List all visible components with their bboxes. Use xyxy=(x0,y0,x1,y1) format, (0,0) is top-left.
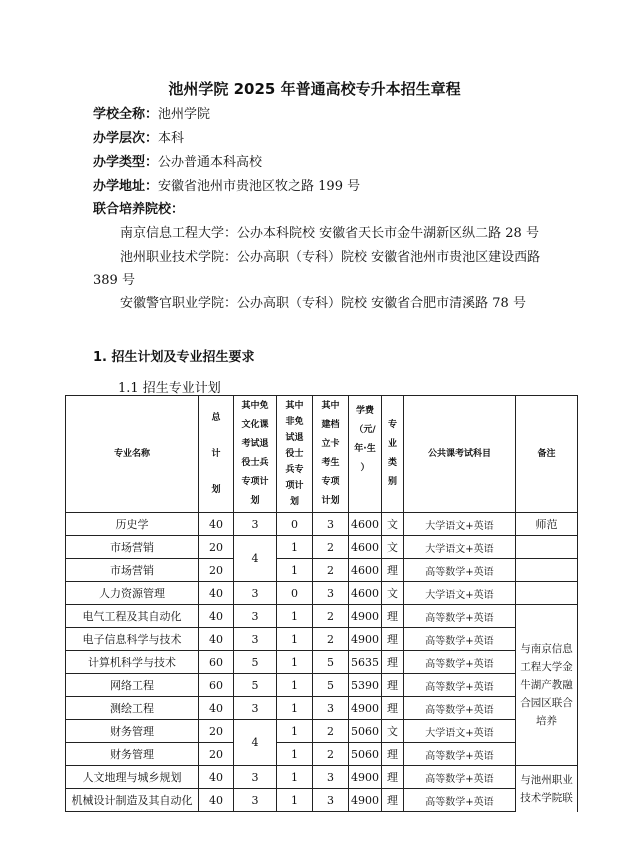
cell-fee: 5060 xyxy=(349,743,382,766)
header-total xyxy=(199,396,234,513)
cell-total: 60 xyxy=(199,674,234,697)
table-row xyxy=(66,605,578,628)
cell-major: 市场营销 xyxy=(66,536,199,559)
table-row xyxy=(66,743,578,766)
header-text: 立卡 xyxy=(321,439,340,449)
header-text: 役士兵 xyxy=(241,458,269,468)
cell-exempt: 3 xyxy=(234,513,277,536)
header-text: 类 xyxy=(387,458,397,468)
header-text: 非免 xyxy=(285,417,304,427)
cell-fee: 4600 xyxy=(349,513,382,536)
cell-category: 理 xyxy=(382,697,404,720)
cell-nonexempt: 0 xyxy=(277,513,313,536)
cell-total: 20 xyxy=(199,743,234,766)
cell-poverty: 3 xyxy=(313,582,349,605)
cell-exempt: 5 xyxy=(234,674,277,697)
info-address xyxy=(93,175,360,194)
header-subjects: 公共课考试科目 xyxy=(404,396,516,513)
page-title: 池州学院 2025 年普通高校专升本招生章程 xyxy=(168,80,461,98)
header-text: 其中 xyxy=(321,401,340,411)
header-text: 别 xyxy=(387,477,397,487)
header-text: 计划 xyxy=(321,496,340,506)
cell-total: 20 xyxy=(199,536,234,559)
partner-chizhou-cont: 389 号 xyxy=(93,273,135,288)
partner-police: 安徽警官职业学院：公办高职（专科）院校 安徽省合肥市清溪路 78 号 xyxy=(120,296,526,311)
header-category xyxy=(382,396,404,513)
header-text: 专项计 xyxy=(241,477,269,487)
info-value: 本科 xyxy=(158,131,185,146)
cell-poverty: 2 xyxy=(313,559,349,582)
cell-subjects: 大学语文+英语 xyxy=(404,720,516,743)
table-row xyxy=(66,766,578,789)
header-exempt xyxy=(234,396,277,513)
header-text: 考生 xyxy=(321,458,340,468)
cell-major: 历史学 xyxy=(66,513,199,536)
cell-category: 文 xyxy=(382,582,404,605)
cell-fee: 4900 xyxy=(349,697,382,720)
info-value: 公办普通本科高校 xyxy=(158,155,263,170)
cell-total: 40 xyxy=(199,789,234,812)
cell-major: 电子信息科学与技术 xyxy=(66,628,199,651)
cell-major: 人力资源管理 xyxy=(66,582,199,605)
cell-total: 40 xyxy=(199,628,234,651)
cell-category: 理 xyxy=(382,743,404,766)
cell-fee: 4900 xyxy=(349,605,382,628)
cell-nonexempt: 1 xyxy=(277,697,313,720)
cell-nonexempt: 1 xyxy=(277,743,313,766)
cell-poverty: 2 xyxy=(313,743,349,766)
cell-remarks xyxy=(516,559,578,582)
cell-total: 40 xyxy=(199,582,234,605)
cell-category: 文 xyxy=(382,720,404,743)
cell-fee: 5390 xyxy=(349,674,382,697)
header-text: 文化课 xyxy=(241,420,269,430)
cell-poverty: 2 xyxy=(313,720,349,743)
header-remarks: 备注 xyxy=(516,396,578,513)
table-row xyxy=(66,697,578,720)
cell-fee: 5060 xyxy=(349,720,382,743)
cell-remarks: 师范 xyxy=(516,513,578,536)
cell-category: 理 xyxy=(382,674,404,697)
cell-category: 理 xyxy=(382,628,404,651)
table-row xyxy=(66,789,578,812)
subsection-title: 1.1 招生专业计划 xyxy=(118,381,221,396)
cell-category: 文 xyxy=(382,536,404,559)
cell-exempt: 3 xyxy=(234,605,277,628)
cell-poverty: 2 xyxy=(313,536,349,559)
cell-exempt: 3 xyxy=(234,766,277,789)
remark-line: 工程大学金 xyxy=(520,661,573,673)
info-type xyxy=(93,151,262,170)
header-fee xyxy=(349,396,382,513)
cell-total: 20 xyxy=(199,559,234,582)
cell-exempt: 3 xyxy=(234,628,277,651)
header-text: 其中免 xyxy=(241,401,269,411)
cell-poverty: 5 xyxy=(313,651,349,674)
header-text: 计 xyxy=(211,449,221,459)
cell-subjects: 大学语文+英语 xyxy=(404,513,516,536)
cell-subjects: 大学语文+英语 xyxy=(404,536,516,559)
remark-line: 技术学院联 xyxy=(520,791,573,804)
header-text: 项计 xyxy=(285,481,304,491)
cell-major: 测绘工程 xyxy=(66,697,199,720)
table-header-row xyxy=(66,396,578,513)
cell-nonexempt: 1 xyxy=(277,766,313,789)
cell-subjects: 高等数学+英语 xyxy=(404,559,516,582)
header-text: 兵专 xyxy=(285,465,304,475)
cell-fee: 4900 xyxy=(349,789,382,812)
cell-exempt: 3 xyxy=(234,697,277,720)
partners-heading xyxy=(93,198,184,217)
header-text: 专 xyxy=(387,420,397,430)
table-row xyxy=(66,674,578,697)
cell-poverty: 2 xyxy=(313,605,349,628)
cell-nonexempt: 0 xyxy=(277,582,313,605)
remark-line: 与池州职业 xyxy=(520,773,573,786)
cell-total: 60 xyxy=(199,651,234,674)
cell-total: 40 xyxy=(199,513,234,536)
cell-nonexempt: 1 xyxy=(277,605,313,628)
header-text: 其中 xyxy=(285,401,304,411)
cell-subjects: 高等数学+英语 xyxy=(404,766,516,789)
cell-subjects: 高等数学+英语 xyxy=(404,697,516,720)
cell-subjects: 高等数学+英语 xyxy=(404,651,516,674)
remark-line: 合园区联合 xyxy=(520,697,573,709)
cell-poverty: 3 xyxy=(313,789,349,812)
remark-line: 牛湖产教融 xyxy=(520,679,573,691)
partners-label: 联合培养院校： xyxy=(93,202,185,217)
cell-total: 40 xyxy=(199,697,234,720)
partner-nanjing: 南京信息工程大学：公办本科院校 安徽省天长市金牛湖新区纵二路 28 号 xyxy=(120,226,539,241)
info-label: 办学地址： xyxy=(93,179,159,194)
cell-nonexempt: 1 xyxy=(277,789,313,812)
cell-subjects: 大学语文+英语 xyxy=(404,582,516,605)
table-row xyxy=(66,628,578,651)
cell-subjects: 高等数学+英语 xyxy=(404,628,516,651)
cell-fee: 5635 xyxy=(349,651,382,674)
info-value: 池州学院 xyxy=(158,107,211,122)
table-row xyxy=(66,720,578,743)
cell-exempt: 4 xyxy=(234,720,277,766)
cell-major: 市场营销 xyxy=(66,559,199,582)
info-label: 办学层次： xyxy=(93,131,159,146)
cell-category: 理 xyxy=(382,766,404,789)
header-text: 划 xyxy=(289,497,299,507)
cell-nonexempt: 1 xyxy=(277,628,313,651)
header-major: 专业名称 xyxy=(66,396,199,513)
cell-poverty: 2 xyxy=(313,628,349,651)
header-text: 考试退 xyxy=(241,439,269,449)
cell-nonexempt: 1 xyxy=(277,720,313,743)
cell-total: 40 xyxy=(199,605,234,628)
table-row xyxy=(66,582,578,605)
cell-subjects: 高等数学+英语 xyxy=(404,743,516,766)
cell-category: 理 xyxy=(382,651,404,674)
header-text: 划 xyxy=(250,496,260,506)
cell-major: 人文地理与城乡规划 xyxy=(66,766,199,789)
info-value: 安徽省池州市贵池区牧之路 199 号 xyxy=(158,179,361,194)
header-non-exempt xyxy=(277,396,313,513)
cell-category: 理 xyxy=(382,605,404,628)
cell-poverty: 3 xyxy=(313,697,349,720)
cell-major: 网络工程 xyxy=(66,674,199,697)
info-label: 学校全称： xyxy=(93,107,159,122)
header-text: 业 xyxy=(387,439,397,449)
header-text: 试退 xyxy=(285,433,304,443)
cell-nonexempt: 1 xyxy=(277,559,313,582)
header-text: 学费 xyxy=(355,406,374,416)
cell-fee: 4900 xyxy=(349,628,382,651)
cell-exempt: 4 xyxy=(234,536,277,582)
remark-line: 培养 xyxy=(536,715,557,727)
cell-total: 40 xyxy=(199,766,234,789)
cell-major: 财务管理 xyxy=(66,720,199,743)
cell-fee: 4600 xyxy=(349,536,382,559)
header-text: 专项 xyxy=(321,477,340,487)
header-text: 建档 xyxy=(321,420,340,430)
header-text: 划 xyxy=(211,485,221,495)
cell-major: 电气工程及其自动化 xyxy=(66,605,199,628)
info-level xyxy=(93,127,184,146)
header-text: （元/ xyxy=(354,425,376,435)
remark-nanjing xyxy=(516,605,578,766)
remark-line: 与南京信息 xyxy=(520,643,573,655)
remark-chizhou xyxy=(516,766,578,812)
cell-nonexempt: 1 xyxy=(277,651,313,674)
section-title: 1. 招生计划及专业招生要求 xyxy=(93,350,255,365)
info-school-name xyxy=(93,103,210,122)
cell-subjects: 高等数学+英语 xyxy=(404,789,516,812)
cell-fee: 4600 xyxy=(349,582,382,605)
header-text: ） xyxy=(360,463,370,473)
header-text: 役士 xyxy=(285,449,304,459)
cell-poverty: 3 xyxy=(313,766,349,789)
cell-fee: 4900 xyxy=(349,766,382,789)
cell-fee: 4600 xyxy=(349,559,382,582)
cell-nonexempt: 1 xyxy=(277,536,313,559)
cell-total: 20 xyxy=(199,720,234,743)
enrollment-plan-table xyxy=(65,395,578,812)
cell-subjects: 高等数学+英语 xyxy=(404,674,516,697)
cell-remarks xyxy=(516,582,578,605)
cell-exempt: 3 xyxy=(234,582,277,605)
table-row xyxy=(66,536,578,559)
cell-subjects: 高等数学+英语 xyxy=(404,605,516,628)
cell-exempt: 5 xyxy=(234,651,277,674)
cell-exempt: 3 xyxy=(234,789,277,812)
cell-poverty: 3 xyxy=(313,513,349,536)
cell-category: 理 xyxy=(382,789,404,812)
cell-category: 理 xyxy=(382,559,404,582)
table-row xyxy=(66,651,578,674)
cell-major: 机械设计制造及其自动化 xyxy=(66,789,199,812)
cell-major: 财务管理 xyxy=(66,743,199,766)
cell-category: 文 xyxy=(382,513,404,536)
table-row xyxy=(66,513,578,536)
info-label: 办学类型： xyxy=(93,155,159,170)
cell-remarks xyxy=(516,536,578,559)
cell-poverty: 5 xyxy=(313,674,349,697)
header-poverty xyxy=(313,396,349,513)
header-text: 年·生 xyxy=(354,444,376,454)
header-text: 总 xyxy=(211,413,221,423)
partner-chizhou: 池州职业技术学院：公办高职（专科）院校 安徽省池州市贵池区建设西路 xyxy=(120,250,541,265)
cell-nonexempt: 1 xyxy=(277,674,313,697)
cell-major: 计算机科学与技术 xyxy=(66,651,199,674)
table-row xyxy=(66,559,578,582)
